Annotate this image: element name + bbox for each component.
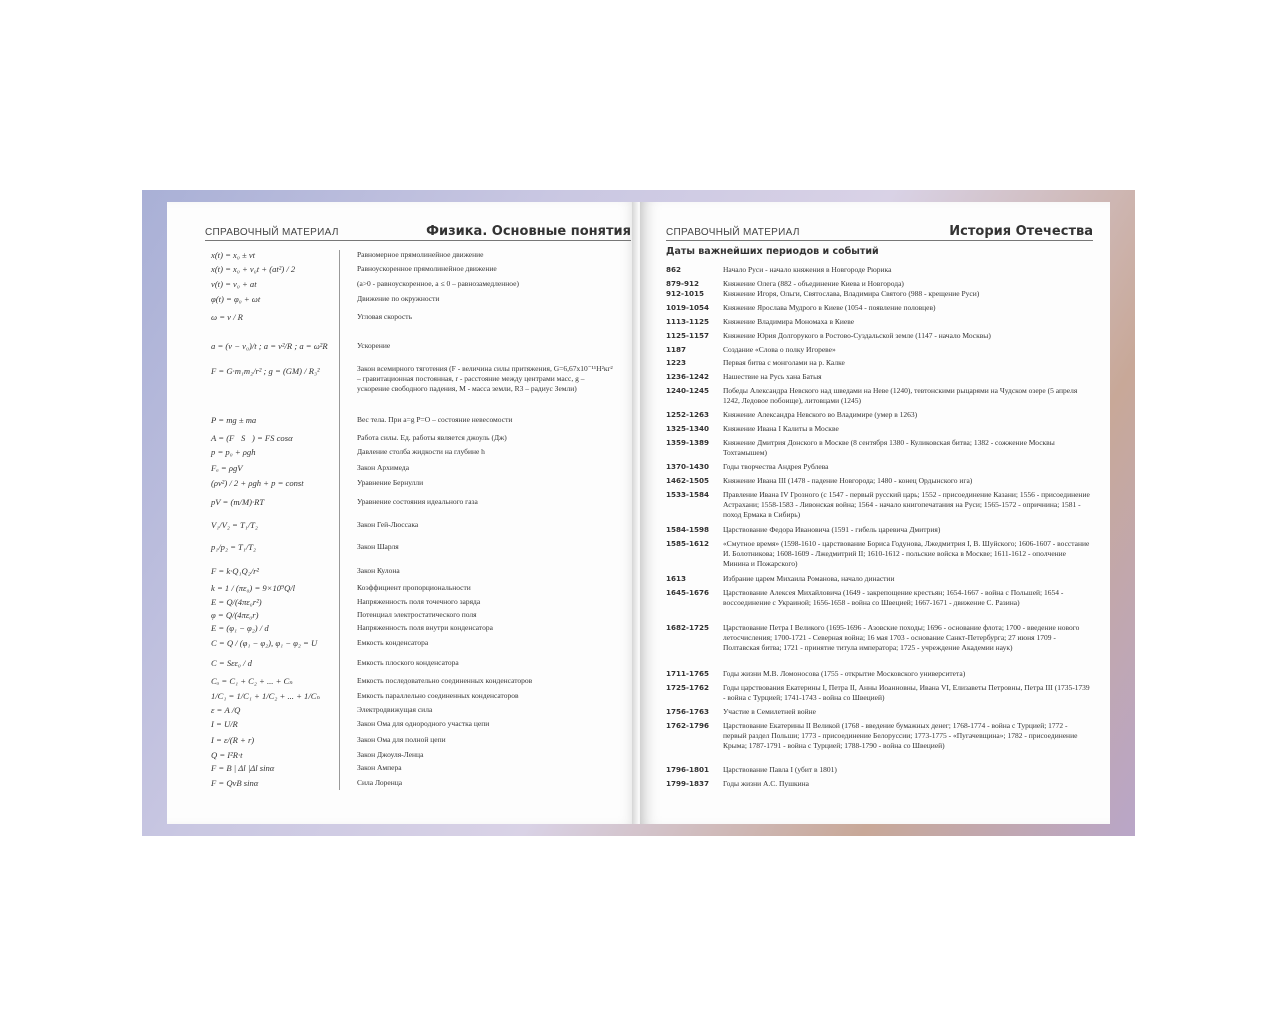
formula: I = ε/(R + r) bbox=[211, 735, 255, 745]
entry-years: 1187 bbox=[666, 345, 687, 354]
right-page-title: История Отечества bbox=[949, 224, 1093, 239]
formula: V₁/V₂ = T₁/T₂ bbox=[211, 520, 258, 530]
entry-years: 1796-1801 bbox=[666, 765, 709, 774]
entry-years: 1223 bbox=[666, 358, 687, 367]
formula: 1/C₁ = 1/C₁ + 1/C₂ + ... + 1/Cₙ bbox=[211, 691, 320, 701]
formula: C = Q / (φ₁ − φ₂), φ₁ − φ₂ = U bbox=[211, 638, 318, 648]
entry-text: Годы царствования Екатерины I, Петра II, Анны Иоанновны, Ивана VI, Елизаветы Петровны, Петра III (1735-1739 - война с Турцией; 1741-1743 - война со Швецией) bbox=[723, 683, 1090, 702]
formula: p₁/p₂ = T₁/T₂ bbox=[211, 542, 256, 552]
entry-text: Княжение Олега (882 - объединение Киева и Новгорода) bbox=[723, 279, 904, 288]
formula: Fₐ = ρgV bbox=[211, 463, 243, 473]
entry-years: 1725-1762 bbox=[666, 683, 709, 692]
formula: a = (v − v₀)/t ; a = v²/R ; a = ω²R bbox=[211, 341, 328, 351]
entry-text: Нашествие на Русь хана Батыя bbox=[723, 372, 822, 381]
entry-years: 879-912 bbox=[666, 279, 699, 288]
entry-text: Княжение Ярослава Мудрого в Киеве (1054 - появление половцев) bbox=[723, 303, 936, 312]
column-divider bbox=[339, 250, 340, 790]
left-page-kicker: СПРАВОЧНЫЙ МАТЕРИАЛ bbox=[205, 227, 339, 238]
formula-description: Закон Архимеда bbox=[357, 463, 410, 472]
entry-years: 1585-1612 bbox=[666, 539, 709, 548]
formula-description: Закон Ампера bbox=[357, 763, 402, 772]
right-header-rule bbox=[666, 240, 1093, 241]
entry-years: 1613 bbox=[666, 574, 687, 583]
entry-text: Годы жизни М.В. Ломоносова (1755 - открытие Московского университета) bbox=[723, 669, 966, 678]
entry-text: Царствование Павла I (убит в 1801) bbox=[723, 765, 837, 774]
formula-description: Закон Гей-Люссака bbox=[357, 520, 419, 529]
formula-description: Закон Ома для однородного участка цепи bbox=[357, 719, 490, 728]
formula: F = G·m₁m₂/r² ; g = (GM) / R₃² bbox=[211, 366, 320, 376]
formula-description: Закон Джоуля-Ленца bbox=[357, 750, 424, 759]
formula-description: Вес тела. При a=g P=O – состояние невесомости bbox=[357, 415, 513, 424]
formula-description: Емкость конденсатора bbox=[357, 638, 429, 647]
entry-text: Княжение Дмитрия Донского в Москве (8 сентября 1380 - Куликовская битва; 1382 - сожжение Москвы Тохтамышем) bbox=[723, 438, 1055, 457]
formula: (ρv²) / 2 + ρgh + p = const bbox=[211, 478, 304, 488]
formula-description: Равномерное прямолинейное движение bbox=[357, 250, 484, 259]
formula-description: Потенциал электростатического поля bbox=[357, 610, 477, 619]
entry-text: Царствование Федора Ивановича (1591 - гибель царевича Дмитрия) bbox=[723, 525, 941, 534]
entry-years: 1325-1340 bbox=[666, 424, 709, 433]
formula-description: Закон Ома для полной цепи bbox=[357, 735, 446, 744]
formula-description: Напряженность поля внутри конденсатора bbox=[357, 623, 493, 632]
formula: p = p₀ + ρgh bbox=[211, 447, 256, 457]
formula-description: Емкость последовательно соединенных конденсаторов bbox=[357, 676, 533, 685]
entry-years: 1711-1765 bbox=[666, 669, 709, 678]
entry-years: 1240-1245 bbox=[666, 386, 709, 395]
formula: k = 1 / (πε₀) = 9×10⁹Q/l bbox=[211, 583, 296, 593]
entry-text: Годы творчества Андрея Рублева bbox=[723, 462, 829, 471]
formula-description: Давление столба жидкости на глубине h bbox=[357, 447, 485, 456]
formula-description: Движение по окружности bbox=[357, 294, 440, 303]
formula-description: Работа силы. Ед. работы является джоуль (Дж) bbox=[357, 433, 507, 442]
entry-text: Княжение Ивана I Калиты в Москве bbox=[723, 424, 839, 433]
entry-years: 1462-1505 bbox=[666, 476, 709, 485]
formula: C = Sεε₀ / d bbox=[211, 658, 252, 668]
left-header-rule bbox=[205, 240, 631, 241]
formula-description: Уравнение Бернулли bbox=[357, 478, 424, 487]
formula-description: Емкость плоского конденсатора bbox=[357, 658, 459, 667]
formula: E = Q/(4πε₀r²) bbox=[211, 597, 262, 607]
entry-text: Княжение Александра Невского во Владимире (умер в 1263) bbox=[723, 410, 918, 419]
formula: v(t) = v₀ + at bbox=[211, 279, 257, 289]
formula-description: Коэффициент пропорциональности bbox=[357, 583, 471, 592]
right-page-kicker: СПРАВОЧНЫЙ МАТЕРИАЛ bbox=[666, 227, 800, 238]
entry-text: Создание «Слова о полку Игореве» bbox=[723, 345, 836, 354]
formula: Q = I²R·t bbox=[211, 750, 243, 760]
entry-text: Первая битва с монголами на р. Калке bbox=[723, 358, 845, 367]
entry-years: 1113-1125 bbox=[666, 317, 709, 326]
entry-text: Царствование Петра I Великого (1695-1696 - Азовские походы; 1696 - основание флота; 1700 - введение нового летосчисления; 1700-1721 - Северная война; 16 мая 1703 - основание Санкт-Петербурга; 27 июня 1709 - Полтавская битва; 1721 - принятие титула императора; 1725 - учреждение Академии наук) bbox=[723, 623, 1080, 652]
entry-text: Победы Александра Невского над шведами на Неве (1240), тевтонскими рыцарями на Чудском озере (5 апреля 1242, Ледовое побоище), литовцами (1245) bbox=[723, 386, 1078, 405]
formula: pV = (m/M)·RT bbox=[211, 497, 265, 507]
formula-description: Закон всемирного тяготения (F - величина силы притяжения, G=6,67x10⁻¹¹Н²кг² – гравитационная постоянная, r - расстояние между центрами масс, g – ускорение свободного падения, M - масса земли, R3 – радиус Земли) bbox=[357, 364, 613, 393]
entry-text: Царствование Екатерины II Великой (1768 - введение бумажных денег; 1768-1774 - война с Турцией; 1772 - первый раздел Польши; 1773 - присоединение Белоруссии; 1773-1775 - «Пугачевщина»; 1782 - присоединение Крыма; 1787-1791 - война с Турцией; 1788-1790 - война со Швецией) bbox=[723, 721, 1078, 750]
entry-years: 1533-1584 bbox=[666, 490, 709, 499]
formula: I = U/R bbox=[211, 719, 238, 729]
formula-description: Напряженность поля точечного заряда bbox=[357, 597, 481, 606]
formula: A = (F⃗S⃗) = FS cosα bbox=[211, 433, 293, 443]
formula: F = k·Q₁Q₂/r² bbox=[211, 566, 260, 576]
entry-years: 1019-1054 bbox=[666, 303, 709, 312]
formula: ω = v / R bbox=[211, 312, 243, 322]
formula: x(t) = x₀ + v₀t + (at²) / 2 bbox=[211, 264, 296, 274]
entry-years: 1359-1389 bbox=[666, 438, 709, 447]
entry-years: 1645-1676 bbox=[666, 588, 709, 597]
section-subheading: Даты важнейших периодов и событий bbox=[666, 246, 879, 257]
formula-description: Равноускоренное прямолинейное движение bbox=[357, 264, 497, 273]
formula: F = B | Δl |Δl sinα bbox=[211, 763, 275, 773]
right-page bbox=[640, 202, 1110, 824]
entry-text: Избрание царем Михаила Романова, начало династии bbox=[723, 574, 895, 583]
formula-description: Уравнение состояния идеального газа bbox=[357, 497, 478, 506]
entry-text: Княжение Владимира Мономаха в Киеве bbox=[723, 317, 855, 326]
formula-description: Сила Лоренца bbox=[357, 778, 403, 787]
formula-description: Емкость параллельно соединенных конденсаторов bbox=[357, 691, 519, 700]
formula: F = QvB sinα bbox=[211, 778, 259, 788]
formula-description: Ускорение bbox=[357, 341, 391, 350]
entry-text: Княжение Юрия Долгорукого в Ростово-Суздальской земле (1147 - начало Москвы) bbox=[723, 331, 991, 340]
formula: P = mg ± ma bbox=[211, 415, 257, 425]
left-page bbox=[167, 202, 640, 824]
formula: ε = A /Q bbox=[211, 705, 241, 715]
entry-years: 1370-1430 bbox=[666, 462, 709, 471]
entry-text: Начало Руси - начало княжения в Новгороде Рюрика bbox=[723, 265, 892, 274]
entry-years: 1584-1598 bbox=[666, 525, 709, 534]
entry-text: Княжение Игоря, Ольги, Святослава, Владимира Святого (988 - крещение Руси) bbox=[723, 289, 980, 298]
formula: φ(t) = φ₀ + ωt bbox=[211, 294, 261, 304]
formula-description: Закон Шарля bbox=[357, 542, 399, 551]
entry-years: 1756-1763 bbox=[666, 707, 709, 716]
entry-text: Царствование Алексея Михайловича (1649 - закрепощение крестьян; 1654-1667 - война с Польшей; 1654 - воссоединение с Украиной; 1656-1658 - война со Швецией; 1667-1671 - движение С. Разина) bbox=[723, 588, 1064, 607]
entry-years: 1762-1796 bbox=[666, 721, 709, 730]
formula: Cₐ = C₁ + C₂ + ... + Cₙ bbox=[211, 676, 293, 686]
entry-text: Княжение Ивана III (1478 - падение Новгорода; 1480 - конец Ордынского ига) bbox=[723, 476, 973, 485]
entry-years: 862 bbox=[666, 265, 682, 274]
entry-years: 912-1015 bbox=[666, 289, 704, 298]
entry-text: Правление Ивана IV Грозного (с 1547 - первый русский царь; 1552 - присоединение Казани; 1556 - присоединение Астрахани; 1558-1583 - Ливонская война; 1564 - начало книгопечатания на Руси; 1565-1572 - опричнина; 1581 - поход Ермака в Сибирь) bbox=[723, 490, 1090, 519]
formula-description: Электродвижущая сила bbox=[357, 705, 433, 714]
entry-years: 1125-1157 bbox=[666, 331, 709, 340]
entry-years: 1236-1242 bbox=[666, 372, 709, 381]
entry-years: 1252-1263 bbox=[666, 410, 709, 419]
formula: x(t) = x₀ ± vt bbox=[211, 250, 256, 260]
left-page-title: Физика. Основные понятия bbox=[426, 224, 631, 239]
entry-text: Годы жизни А.С. Пушкина bbox=[723, 779, 809, 788]
formula-description: Закон Кулона bbox=[357, 566, 400, 575]
entry-text: «Смутное время» (1598-1610 - царствование Бориса Годунова, Лжедмитрия I, В. Шуйского; 1606-1607 - восстание И. Болотникова; 1608-1609 - Лжедмитрий II; 1610-1612 - польские войска в Москве; 1611-1612 - ополчение Минина и Пожарского) bbox=[723, 539, 1090, 568]
formula: φ = Q/(4πε₀r) bbox=[211, 610, 259, 620]
formula: E = (φ₁ − φ₂) / d bbox=[211, 623, 269, 633]
entry-text: Участие в Семилетней войне bbox=[723, 707, 817, 716]
entry-years: 1682-1725 bbox=[666, 623, 709, 632]
formula-description: Угловая скорость bbox=[357, 312, 412, 321]
formula-description: (a>0 - равноускоренное, a ≤ 0 – равнозамедленное) bbox=[357, 279, 519, 288]
entry-years: 1799-1837 bbox=[666, 779, 709, 788]
